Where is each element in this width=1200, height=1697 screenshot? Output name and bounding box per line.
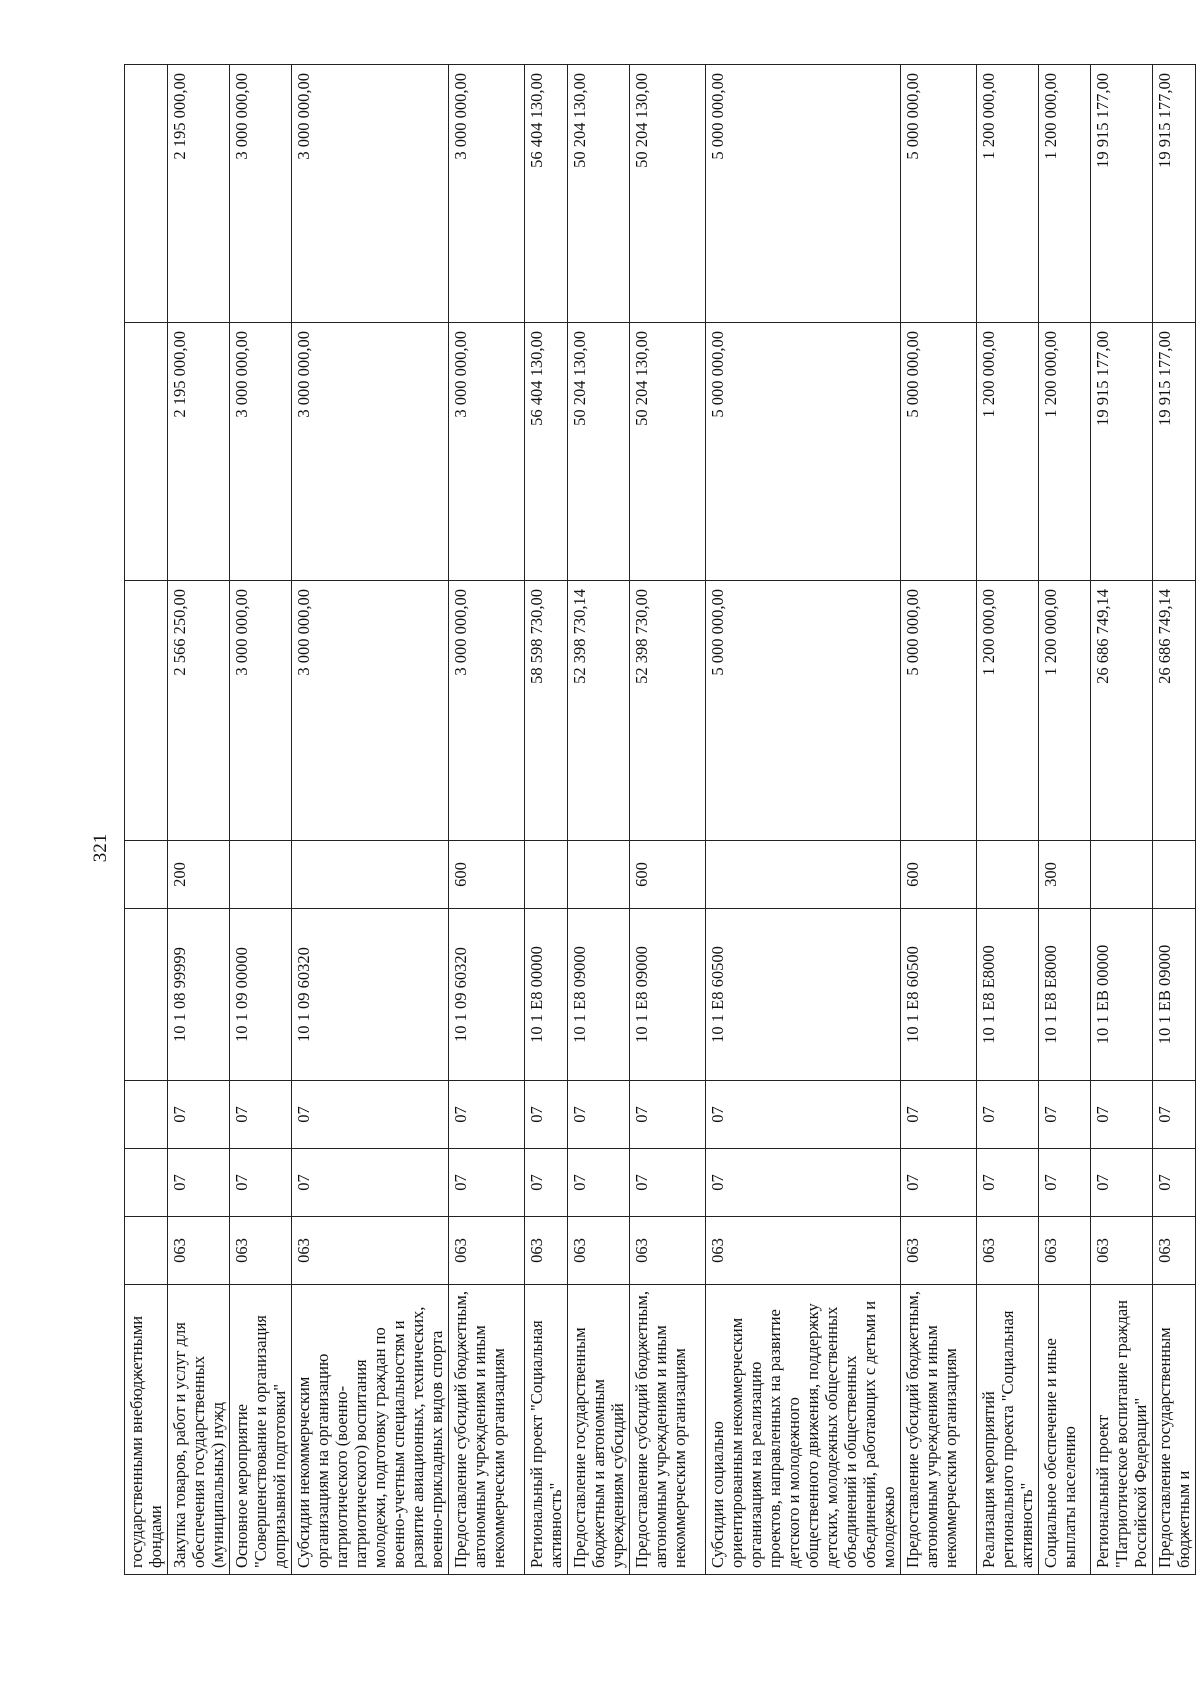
row-name: Предоставление субсидий бюджетным, автономным учреждениям и иным некоммерческим организациям bbox=[630, 1285, 706, 1575]
expense-type-cell bbox=[568, 841, 630, 909]
expense-type-cell bbox=[125, 841, 168, 909]
row-name: Региональный проект "Патриотическое воспитание граждан Российской Федерации" bbox=[1091, 1285, 1153, 1575]
row-name: Субсидии социально ориентированным некоммерческим организациям на реализацию проектов, направленных на развитие детского и молодежного общественного движения, поддержку детских, молодежных общественных объединений и общественных объединений, работающих с детьми и молодежью bbox=[706, 1285, 901, 1575]
sum-2023-cell: 58 598 730,00 bbox=[525, 581, 568, 841]
expense-type-cell bbox=[1153, 841, 1196, 909]
target-item-cell: 10 1 E8 09000 bbox=[630, 909, 706, 1081]
section-cell: 07 bbox=[1091, 1149, 1153, 1217]
sum-2025-cell: 50 204 130,00 bbox=[568, 65, 630, 323]
subsection-cell: 07 bbox=[168, 1081, 230, 1149]
table-row bbox=[630, 65, 706, 1575]
sum-2025-cell: 3 000 000,00 bbox=[292, 65, 449, 323]
subsection-cell: 07 bbox=[630, 1081, 706, 1149]
sum-2023-cell: 26 686 749,14 bbox=[1153, 581, 1196, 841]
sum-2024-cell: 1 200 000,00 bbox=[977, 323, 1039, 581]
sum-2024-cell: 50 204 130,00 bbox=[630, 323, 706, 581]
sum-2023-cell: 52 398 730,14 bbox=[568, 581, 630, 841]
target-item-cell: 10 1 EB 00000 bbox=[1091, 909, 1153, 1081]
sum-2024-cell: 19 915 177,00 bbox=[1091, 323, 1153, 581]
section-cell: 07 bbox=[449, 1149, 525, 1217]
sum-2023-cell: 26 686 749,14 bbox=[1091, 581, 1153, 841]
sum-2024-cell: 3 000 000,00 bbox=[230, 323, 292, 581]
sum-2024-cell: 56 404 130,00 bbox=[525, 323, 568, 581]
section-cell: 07 bbox=[901, 1149, 977, 1217]
sum-2023-cell bbox=[125, 581, 168, 841]
sum-2023-cell: 5 000 000,00 bbox=[706, 581, 901, 841]
section-cell: 07 bbox=[168, 1149, 230, 1217]
subsection-cell: 07 bbox=[292, 1081, 449, 1149]
subsection-cell: 07 bbox=[901, 1081, 977, 1149]
table-row bbox=[1039, 65, 1091, 1575]
budget-table-container bbox=[124, 65, 1193, 1575]
section-cell: 07 bbox=[1039, 1149, 1091, 1217]
grbs-cell: 063 bbox=[525, 1217, 568, 1285]
sum-2025-cell bbox=[125, 65, 168, 323]
sum-2024-cell: 1 200 000,00 bbox=[1039, 323, 1091, 581]
sum-2024-cell bbox=[125, 323, 168, 581]
subsection-cell: 07 bbox=[1039, 1081, 1091, 1149]
section-cell: 07 bbox=[1153, 1149, 1196, 1217]
table-row bbox=[525, 65, 568, 1575]
subsection-cell: 07 bbox=[706, 1081, 901, 1149]
page-number: 321 bbox=[90, 833, 111, 863]
target-item-cell: 10 1 09 60320 bbox=[292, 909, 449, 1081]
sum-2023-cell: 3 000 000,00 bbox=[230, 581, 292, 841]
sum-2024-cell: 19 915 177,00 bbox=[1153, 323, 1196, 581]
row-name: Субсидии некоммерческим организациям на организацию патриотического (военно-патриотического) воспитания молодежи, подготовку граждан по военно-учетным специальностям и развитие авиационных, технических, военно-прикладных видов спорта bbox=[292, 1285, 449, 1575]
sum-2023-cell: 3 000 000,00 bbox=[292, 581, 449, 841]
grbs-cell: 063 bbox=[568, 1217, 630, 1285]
expense-type-cell: 600 bbox=[630, 841, 706, 909]
table-row bbox=[568, 65, 630, 1575]
sum-2024-cell: 5 000 000,00 bbox=[901, 323, 977, 581]
sum-2024-cell: 3 000 000,00 bbox=[449, 323, 525, 581]
target-item-cell: 10 1 EB 09000 bbox=[1153, 909, 1196, 1081]
sum-2024-cell: 50 204 130,00 bbox=[568, 323, 630, 581]
section-cell: 07 bbox=[292, 1149, 449, 1217]
expense-type-cell: 200 bbox=[168, 841, 230, 909]
expense-type-cell bbox=[525, 841, 568, 909]
sum-2025-cell: 19 915 177,00 bbox=[1091, 65, 1153, 323]
section-cell: 07 bbox=[977, 1149, 1039, 1217]
grbs-cell: 063 bbox=[901, 1217, 977, 1285]
subsection-cell: 07 bbox=[1091, 1081, 1153, 1149]
sum-2023-cell: 5 000 000,00 bbox=[901, 581, 977, 841]
subsection-cell bbox=[125, 1081, 168, 1149]
row-name: государственными внебюджетными фондами bbox=[125, 1285, 168, 1575]
sum-2025-cell: 1 200 000,00 bbox=[1039, 65, 1091, 323]
expense-type-cell: 600 bbox=[901, 841, 977, 909]
target-item-cell: 10 1 09 00000 bbox=[230, 909, 292, 1081]
table-row bbox=[230, 65, 292, 1575]
target-item-cell: 10 1 E8 00000 bbox=[525, 909, 568, 1081]
section-cell: 07 bbox=[230, 1149, 292, 1217]
expense-type-cell: 600 bbox=[449, 841, 525, 909]
target-item-cell: 10 1 E8 60500 bbox=[901, 909, 977, 1081]
target-item-cell: 10 1 E8 60500 bbox=[706, 909, 901, 1081]
sum-2025-cell: 3 000 000,00 bbox=[230, 65, 292, 323]
section-cell: 07 bbox=[630, 1149, 706, 1217]
budget-table bbox=[124, 64, 1196, 1575]
sum-2024-cell: 2 195 000,00 bbox=[168, 323, 230, 581]
expense-type-cell bbox=[1091, 841, 1153, 909]
sum-2025-cell: 2 195 000,00 bbox=[168, 65, 230, 323]
row-name: Предоставление субсидий бюджетным, автономным учреждениям и иным некоммерческим организациям bbox=[901, 1285, 977, 1575]
row-name: Социальное обеспечение и иные выплаты населению bbox=[1039, 1285, 1091, 1575]
section-cell: 07 bbox=[706, 1149, 901, 1217]
subsection-cell: 07 bbox=[525, 1081, 568, 1149]
subsection-cell: 07 bbox=[449, 1081, 525, 1149]
table-row bbox=[449, 65, 525, 1575]
table-row bbox=[1153, 65, 1196, 1575]
grbs-cell: 063 bbox=[1153, 1217, 1196, 1285]
sum-2023-cell: 3 000 000,00 bbox=[449, 581, 525, 841]
target-item-cell: 10 1 08 99999 bbox=[168, 909, 230, 1081]
sum-2025-cell: 56 404 130,00 bbox=[525, 65, 568, 323]
expense-type-cell: 300 bbox=[1039, 841, 1091, 909]
expense-type-cell bbox=[292, 841, 449, 909]
target-item-cell: 10 1 E8 E8000 bbox=[1039, 909, 1091, 1081]
expense-type-cell bbox=[977, 841, 1039, 909]
sum-2025-cell: 5 000 000,00 bbox=[901, 65, 977, 323]
sum-2023-cell: 2 566 250,00 bbox=[168, 581, 230, 841]
target-item-cell: 10 1 E8 09000 bbox=[568, 909, 630, 1081]
section-cell: 07 bbox=[568, 1149, 630, 1217]
table-row bbox=[125, 65, 168, 1575]
grbs-cell: 063 bbox=[706, 1217, 901, 1285]
row-name: Закупка товаров, работ и услуг для обеспечения государственных (муниципальных) нужд bbox=[168, 1285, 230, 1575]
sum-2023-cell: 52 398 730,00 bbox=[630, 581, 706, 841]
grbs-cell: 063 bbox=[977, 1217, 1039, 1285]
grbs-cell: 063 bbox=[1039, 1217, 1091, 1285]
subsection-cell: 07 bbox=[1153, 1081, 1196, 1149]
subsection-cell: 07 bbox=[977, 1081, 1039, 1149]
grbs-cell: 063 bbox=[230, 1217, 292, 1285]
table-row bbox=[706, 65, 901, 1575]
row-name: Региональный проект "Социальная активность" bbox=[525, 1285, 568, 1575]
table-row bbox=[292, 65, 449, 1575]
sum-2024-cell: 5 000 000,00 bbox=[706, 323, 901, 581]
grbs-cell: 063 bbox=[168, 1217, 230, 1285]
grbs-cell: 063 bbox=[292, 1217, 449, 1285]
row-name: Предоставление субсидий бюджетным, автономным учреждениям и иным некоммерческим организациям bbox=[449, 1285, 525, 1575]
sum-2025-cell: 3 000 000,00 bbox=[449, 65, 525, 323]
row-name: Реализация мероприятий регионального проекта "Социальная активность" bbox=[977, 1285, 1039, 1575]
grbs-cell: 063 bbox=[1091, 1217, 1153, 1285]
sum-2025-cell: 19 915 177,00 bbox=[1153, 65, 1196, 323]
row-name: Предоставление государственным бюджетным и bbox=[1153, 1285, 1196, 1575]
subsection-cell: 07 bbox=[568, 1081, 630, 1149]
row-name: Предоставление государственным бюджетным и автономным учреждениям субсидий bbox=[568, 1285, 630, 1575]
table-row bbox=[901, 65, 977, 1575]
section-cell: 07 bbox=[525, 1149, 568, 1217]
sum-2023-cell: 1 200 000,00 bbox=[1039, 581, 1091, 841]
sum-2024-cell: 3 000 000,00 bbox=[292, 323, 449, 581]
sum-2025-cell: 1 200 000,00 bbox=[977, 65, 1039, 323]
target-item-cell: 10 1 E8 E8000 bbox=[977, 909, 1039, 1081]
grbs-cell: 063 bbox=[630, 1217, 706, 1285]
table-row bbox=[1091, 65, 1153, 1575]
sum-2025-cell: 5 000 000,00 bbox=[706, 65, 901, 323]
row-name: Основное мероприятие "Совершенствование и организация допризывной подготовки" bbox=[230, 1285, 292, 1575]
target-item-cell bbox=[125, 909, 168, 1081]
target-item-cell: 10 1 09 60320 bbox=[449, 909, 525, 1081]
table-row bbox=[168, 65, 230, 1575]
subsection-cell: 07 bbox=[230, 1081, 292, 1149]
sum-2023-cell: 1 200 000,00 bbox=[977, 581, 1039, 841]
grbs-cell bbox=[125, 1217, 168, 1285]
expense-type-cell bbox=[230, 841, 292, 909]
sum-2025-cell: 50 204 130,00 bbox=[630, 65, 706, 323]
section-cell bbox=[125, 1149, 168, 1217]
expense-type-cell bbox=[706, 841, 901, 909]
grbs-cell: 063 bbox=[449, 1217, 525, 1285]
table-row bbox=[977, 65, 1039, 1575]
